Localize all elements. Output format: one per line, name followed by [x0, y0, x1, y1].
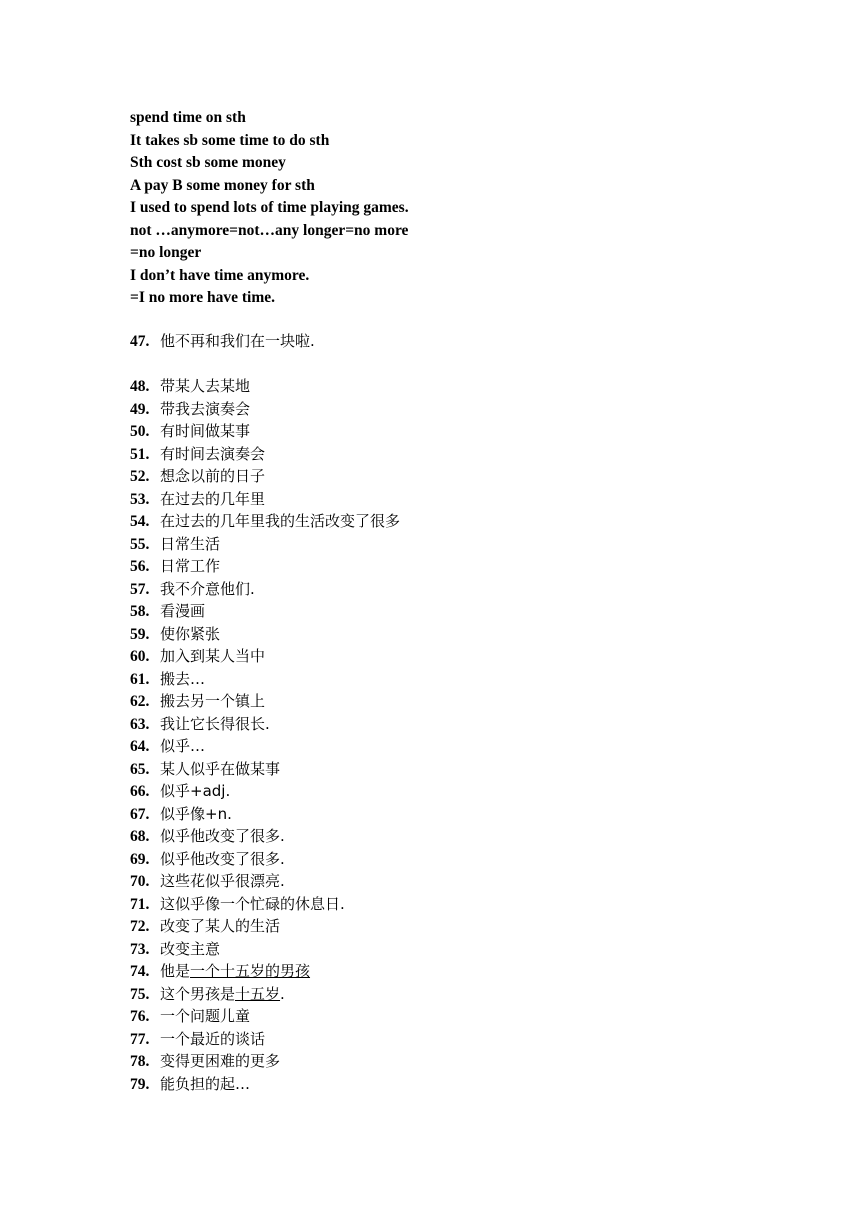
list-item [130, 488, 400, 511]
item-number: 53. [130, 490, 150, 508]
item-text: 似乎+adj. [160, 782, 231, 800]
item-number: 62. [130, 693, 150, 710]
list-item [130, 915, 400, 938]
item-number: 61. [130, 670, 150, 688]
intro-line: I used to spend lots of time playing games. [130, 199, 409, 216]
item-number: 52. [130, 468, 150, 485]
list-item [130, 870, 400, 893]
item-text: 加入到某人当中 [160, 647, 266, 665]
list-item [130, 690, 400, 713]
item-text: 这些花似乎很漂亮. [160, 872, 285, 890]
item-number: 54. [130, 513, 150, 530]
item-number: 67. [130, 805, 150, 823]
item-text: 想念以前的日子 [160, 467, 266, 485]
item-text: 看漫画 [160, 602, 206, 620]
item-number: 58. [130, 603, 150, 620]
intro-line: =no longer [130, 244, 202, 261]
item-number: 75. [130, 985, 150, 1003]
item-text-prefix: 他是 [160, 962, 191, 980]
item-number: 72. [130, 918, 150, 935]
item-number: 74. [130, 963, 150, 980]
item-number: 47. [130, 333, 150, 350]
list-item [130, 960, 400, 983]
item-text: 有时间去演奏会 [160, 444, 266, 463]
list-item [130, 600, 400, 623]
item-number: 66. [130, 783, 150, 800]
item-text: 在过去的几年里我的生活改变了很多 [160, 512, 401, 530]
item-text: 一个问题儿童 [160, 1007, 251, 1025]
item-number: 57. [130, 580, 150, 598]
item-text: 搬去另一个镇上 [160, 692, 266, 710]
item-text: 一个最近的谈话 [160, 1029, 266, 1048]
list-item [130, 578, 400, 601]
item-text-suffix: . [280, 984, 285, 1003]
item-text: 日常工作 [160, 557, 221, 575]
list-item [130, 1028, 400, 1051]
list-item [130, 1005, 400, 1028]
list-item [130, 555, 400, 578]
list-item [130, 623, 400, 646]
list-item [130, 938, 400, 961]
item-number: 68. [130, 828, 150, 845]
item-number: 48. [130, 378, 150, 395]
item-text: 改变了某人的生活 [160, 917, 281, 935]
list-item [130, 735, 400, 758]
item-text: 搬去… [160, 669, 206, 688]
item-text: 在过去的几年里 [160, 489, 266, 508]
question-list [130, 375, 400, 1095]
item-text: 似乎像+n. [160, 804, 232, 823]
item-number: 78. [130, 1053, 150, 1070]
list-item [130, 825, 400, 848]
question-47 [130, 330, 315, 353]
item-text-prefix: 这个男孩是 [160, 984, 236, 1003]
item-text: 似乎… [160, 737, 206, 755]
list-item [130, 758, 400, 781]
item-number: 65. [130, 760, 150, 778]
item-number: 73. [130, 940, 150, 958]
item-text: 使你紧张 [160, 624, 221, 643]
intro-block [130, 107, 409, 310]
item-number: 64. [130, 738, 150, 755]
list-item [130, 443, 400, 466]
item-number: 49. [130, 400, 150, 418]
list-item [130, 375, 400, 398]
intro-line: not …anymore=not…any longer=no more [130, 221, 409, 239]
list-item [130, 398, 400, 421]
list-item [130, 983, 400, 1006]
item-number: 59. [130, 625, 150, 643]
item-number: 79. [130, 1075, 150, 1093]
list-item [130, 848, 400, 871]
intro-line: =I no more have time. [130, 289, 276, 306]
item-number: 60. [130, 648, 150, 665]
intro-line: spend time on sth [130, 109, 246, 126]
item-number: 71. [130, 895, 150, 913]
list-item [130, 533, 400, 556]
list-item [130, 803, 400, 826]
list-item [130, 1073, 400, 1096]
item-text-underlined: 十五岁 [235, 984, 281, 1003]
intro-line: I don’t have time anymore. [130, 266, 310, 284]
intro-line: A pay B some money for sth [130, 176, 315, 194]
list-item [130, 780, 400, 803]
list-item [130, 465, 400, 488]
item-number: 76. [130, 1008, 150, 1025]
list-item [130, 1050, 400, 1073]
list-item [130, 420, 400, 443]
item-number: 50. [130, 423, 150, 440]
item-text: 这似乎像一个忙碌的休息日. [160, 894, 345, 913]
item-text: 我不介意他们. [160, 579, 255, 598]
item-text: 改变主意 [160, 939, 221, 958]
item-number: 70. [130, 873, 150, 890]
item-text: 有时间做某事 [160, 422, 251, 440]
item-text: 似乎他改变了很多. [160, 827, 285, 845]
intro-line: Sth cost sb some money [130, 154, 286, 171]
list-item [130, 893, 400, 916]
item-text: 我让它长得很长. [160, 714, 270, 733]
item-number: 63. [130, 715, 150, 733]
item-text: 他不再和我们在一块啦. [160, 332, 315, 350]
item-number: 77. [130, 1030, 150, 1048]
item-number: 55. [130, 535, 150, 553]
item-number: 51. [130, 445, 150, 463]
item-text: 日常生活 [160, 534, 221, 553]
item-text: 能负担的起… [160, 1074, 251, 1093]
item-text: 带我去演奏会 [160, 399, 251, 418]
item-text: 变得更困难的更多 [160, 1052, 281, 1070]
list-item [130, 645, 400, 668]
list-item [130, 668, 400, 691]
item-text-underlined: 一个十五岁的男孩 [190, 962, 311, 980]
item-text: 带某人去某地 [160, 377, 251, 395]
intro-line: It takes sb some time to do sth [130, 131, 330, 149]
list-item [130, 713, 400, 736]
list-item [130, 510, 400, 533]
item-text: 似乎他改变了很多. [160, 849, 285, 868]
item-text: 某人似乎在做某事 [160, 759, 281, 778]
item-number: 56. [130, 558, 150, 575]
item-number: 69. [130, 850, 150, 868]
